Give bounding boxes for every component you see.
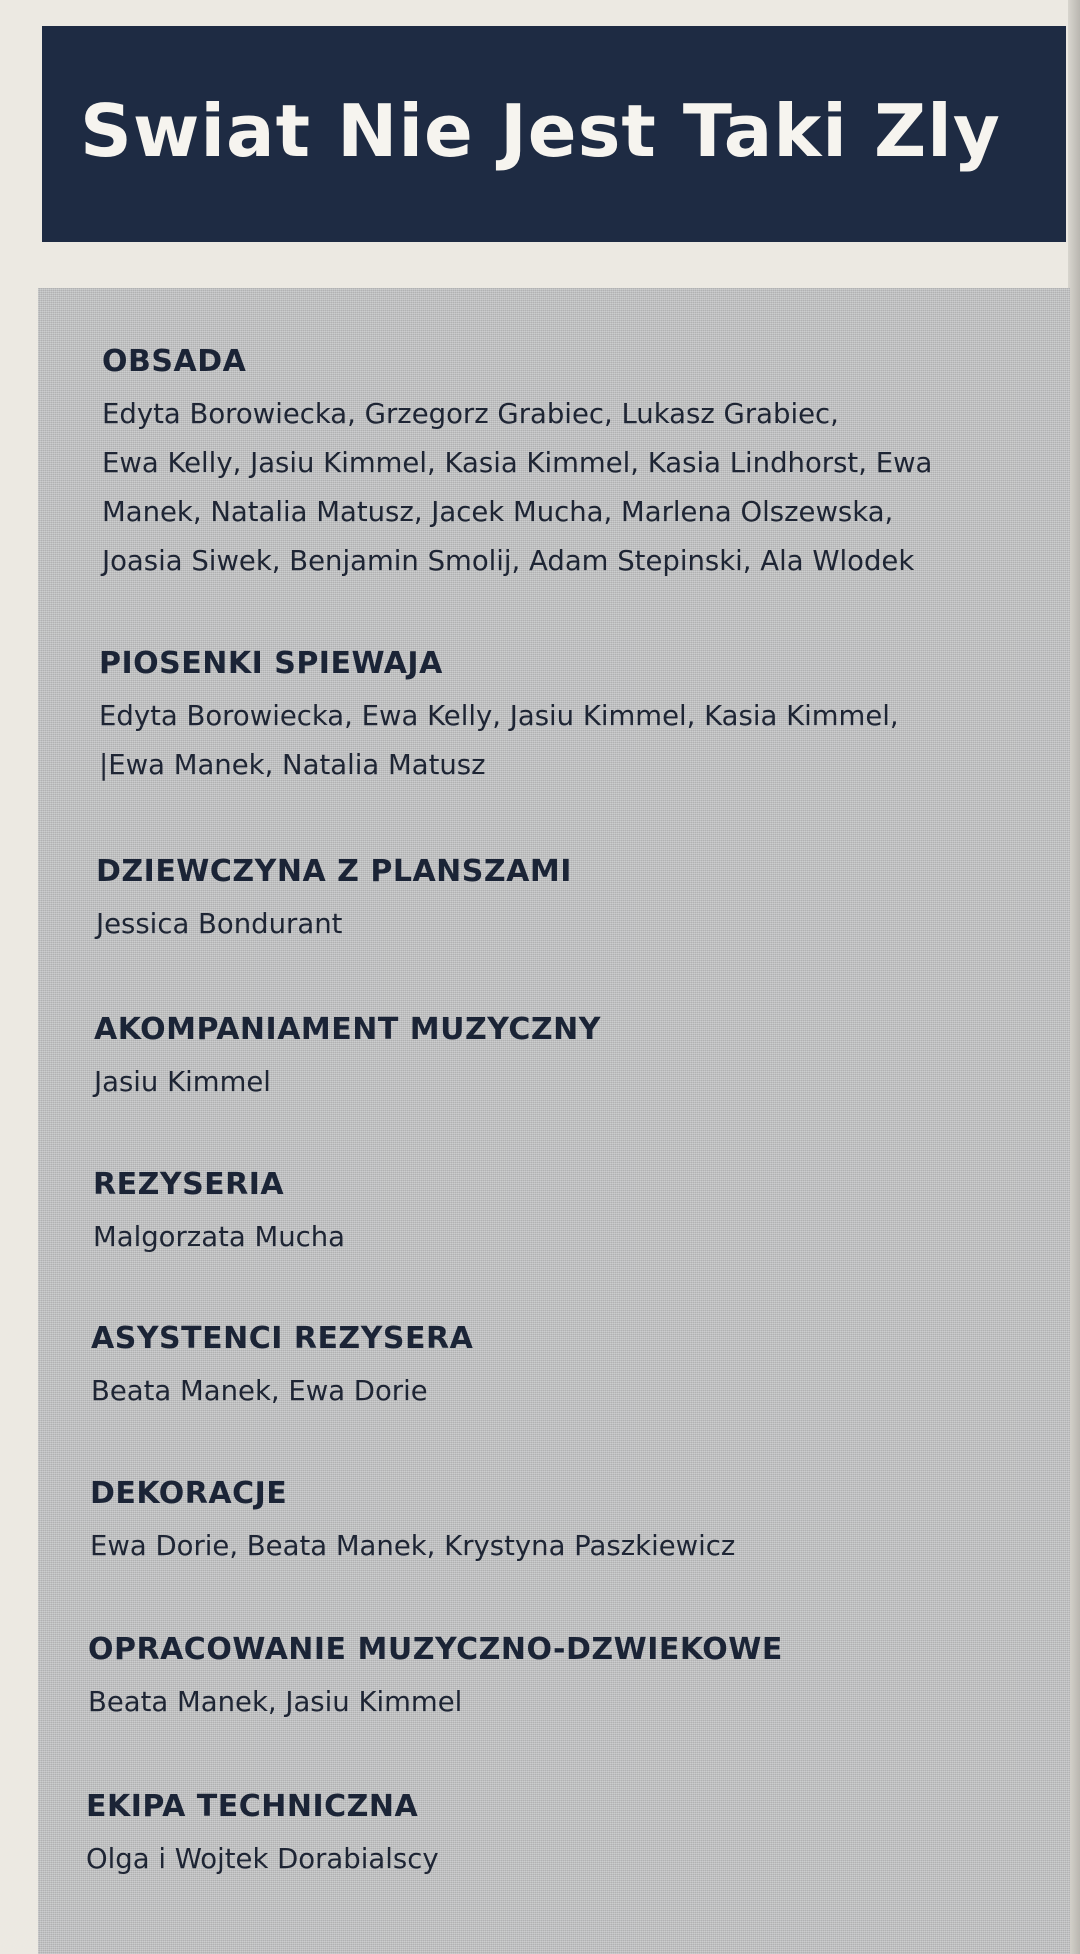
section-heading: REZYSERIA (93, 1167, 285, 1202)
credits-section-akompaniament (94, 1012, 1044, 1107)
credits-section-piosenki (99, 646, 1049, 790)
credit-line: Ewa Kelly, Jasiu Kimmel, Kasia Kimmel, Kasia Lindhorst, Ewa (102, 447, 933, 479)
credit-line: Malgorzata Mucha (93, 1221, 346, 1253)
section-heading: ASYSTENCI REZYSERA (91, 1321, 474, 1356)
credit-line: Manek, Natalia Matusz, Jacek Mucha, Marlena Olszewska, (102, 496, 894, 528)
credit-line: Ewa Dorie, Beata Manek, Krystyna Paszkiewicz (90, 1530, 736, 1562)
section-heading: OPRACOWANIE MUZYCZNO-DZWIEKOWE (88, 1632, 783, 1667)
credits-section-obsada (102, 344, 1052, 586)
credit-line: Beata Manek, Ewa Dorie (91, 1375, 428, 1407)
section-heading: DZIEWCZYNA Z PLANSZAMI (96, 854, 572, 889)
credits-section-asystenci (91, 1321, 1041, 1416)
credit-line: Joasia Siwek, Benjamin Smolij, Adam Stepinski, Ala Wlodek (102, 545, 915, 577)
credit-line: Beata Manek, Jasiu Kimmel (88, 1686, 463, 1718)
title-banner (42, 26, 1066, 242)
credits-section-opracowanie (88, 1632, 1038, 1727)
credits-section-dekoracje (90, 1476, 1040, 1571)
credits-panel (38, 288, 1070, 1954)
credit-line: |Ewa Manek, Natalia Matusz (99, 749, 486, 781)
credit-line: Jessica Bondurant (96, 908, 343, 940)
credit-line: Edyta Borowiecka, Ewa Kelly, Jasiu Kimmel, Kasia Kimmel, (99, 700, 899, 732)
section-heading: AKOMPANIAMENT MUZYCZNY (94, 1012, 601, 1047)
section-heading: PIOSENKI SPIEWAJA (99, 646, 443, 681)
credit-line: Edyta Borowiecka, Grzegorz Grabiec, Lukasz Grabiec, (102, 398, 839, 430)
section-heading: EKIPA TECHNICZNA (86, 1789, 419, 1824)
section-heading: OBSADA (102, 344, 247, 379)
section-heading: DEKORACJE (90, 1476, 288, 1511)
credits-section-rezyseria (93, 1167, 1043, 1262)
credit-line: Olga i Wojtek Dorabialscy (86, 1843, 439, 1875)
credits-section-dziewczyna (96, 854, 1046, 949)
credit-line: Jasiu Kimmel (94, 1066, 271, 1098)
page-title: Swiat Nie Jest Taki Zly (80, 89, 1001, 173)
credits-section-ekipa (86, 1789, 1036, 1884)
